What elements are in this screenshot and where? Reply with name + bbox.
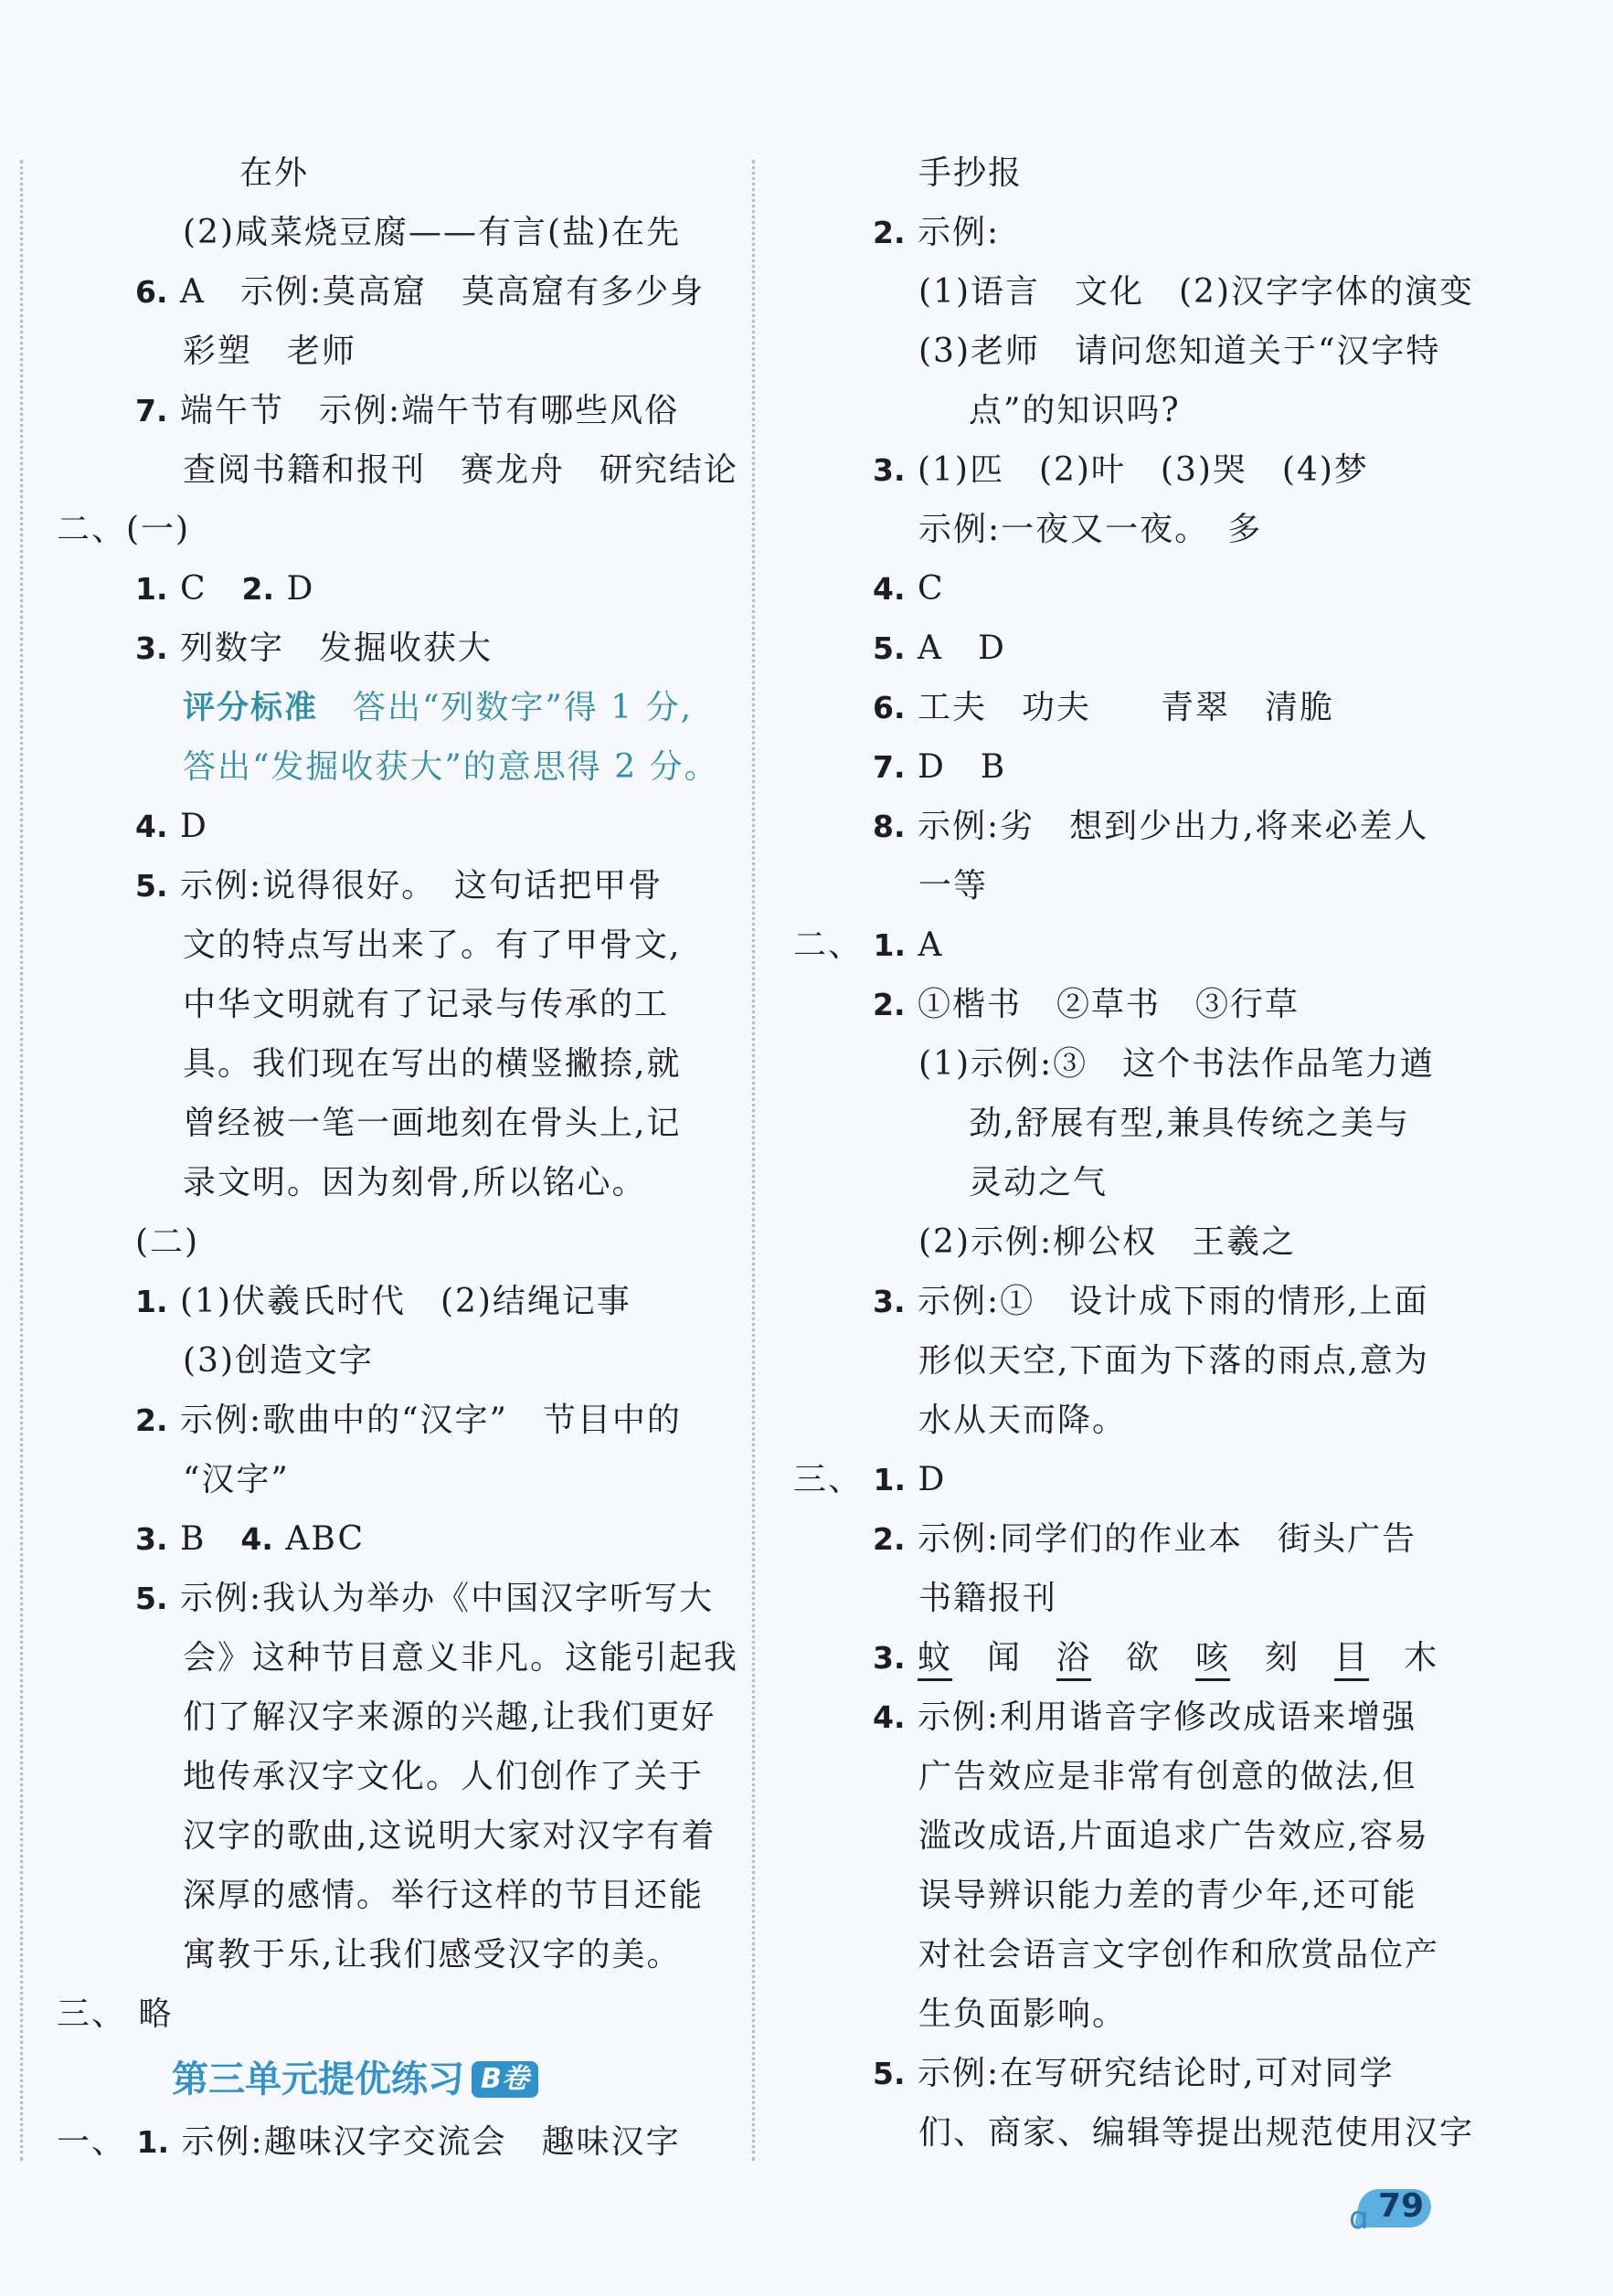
answer-text: 一等 bbox=[918, 867, 989, 905]
item-number: 3. bbox=[873, 1640, 906, 1676]
item-number: 1. bbox=[863, 927, 907, 963]
answer-text: D bbox=[906, 1461, 947, 1498]
answer-text: 地传承汉字文化。人们创作了关于 bbox=[183, 1758, 705, 1795]
answer-text: 示例:一夜又一夜。 多 bbox=[918, 511, 1263, 548]
unit-title-text: 第三单元提优练习 bbox=[172, 2058, 464, 2100]
answer-text: 深厚的感情。举行这样的节目还能 bbox=[183, 1877, 705, 1914]
answer-text: 寓教于乐,让我们感受汉字的美。 bbox=[183, 1936, 682, 1973]
text-line bbox=[135, 1398, 682, 1444]
answer-text: 示例:我认为举办《中国汉字听写大 bbox=[167, 1580, 715, 1617]
item-number: 4. bbox=[240, 1521, 273, 1557]
item-number: 2. bbox=[135, 1402, 168, 1438]
text-line bbox=[135, 626, 493, 672]
answer-text: 闻 bbox=[951, 1639, 1056, 1677]
text-line bbox=[873, 448, 1369, 493]
answer-text: 点”的知识吗? bbox=[969, 392, 1181, 429]
item-number: 6. bbox=[873, 690, 906, 725]
text-line bbox=[873, 566, 945, 612]
answer-text: 会》这种节目意义非凡。这能引起我 bbox=[183, 1639, 739, 1677]
answer-text: C bbox=[905, 570, 945, 608]
text-line bbox=[57, 1992, 173, 2037]
text-line bbox=[183, 1457, 290, 1503]
item-number: 2. bbox=[873, 987, 906, 1022]
answer-text: 示例:同学们的作业本 街头广告 bbox=[905, 1520, 1417, 1558]
answer-text: 列数字 发掘收获大 bbox=[167, 630, 493, 667]
text-line bbox=[918, 1873, 1417, 1919]
item-number: 2. bbox=[241, 571, 274, 607]
text-line bbox=[918, 151, 1023, 196]
text-line bbox=[918, 2111, 1474, 2156]
text-line bbox=[918, 1220, 1296, 1265]
answer-text: 水从天而降。 bbox=[918, 1402, 1128, 1439]
text-line bbox=[873, 1517, 1417, 1562]
text-line bbox=[918, 1398, 1127, 1444]
answer-text: 蚊 bbox=[918, 1639, 952, 1681]
text-line bbox=[183, 923, 681, 968]
item-number: 1. bbox=[126, 2124, 170, 2160]
text-line bbox=[873, 1279, 1429, 1325]
answer-text: 木 bbox=[1369, 1639, 1439, 1677]
answer-text: D bbox=[274, 570, 315, 608]
answer-text: 答出“列数字”得 1 分, bbox=[318, 689, 694, 726]
text-line bbox=[183, 745, 719, 790]
text-line bbox=[183, 982, 669, 1028]
text-line bbox=[918, 863, 988, 909]
answer-text: 浴 bbox=[1056, 1639, 1091, 1681]
answer-text: (2)示例:柳公权 王羲之 bbox=[918, 1223, 1297, 1261]
answer-text: (一) bbox=[126, 511, 191, 548]
answer-text: 汉字的歌曲,这说明大家对汉字有着 bbox=[183, 1817, 716, 1855]
item-number: 5. bbox=[873, 630, 906, 666]
answer-text: (3)老师 请问您知道关于“汉字特 bbox=[918, 333, 1441, 370]
item-number: 4. bbox=[873, 571, 906, 607]
item-number: 5. bbox=[135, 1581, 168, 1616]
answer-text: D bbox=[167, 808, 208, 845]
text-line bbox=[135, 804, 208, 850]
text-line bbox=[183, 1635, 738, 1681]
text-line bbox=[918, 507, 1262, 553]
item-number: 3. bbox=[873, 452, 906, 488]
swirl-icon: ɑ bbox=[1349, 2200, 1369, 2237]
answer-text: 中华文明就有了记录与传承的工 bbox=[183, 986, 670, 1023]
answer-text: (1)语言 文化 (2)汉字字体的演变 bbox=[918, 273, 1474, 311]
answer-text: 查阅书籍和报刊 赛龙舟 研究结论 bbox=[183, 451, 739, 489]
text-line bbox=[918, 329, 1440, 375]
answer-text: 具。我们现在写出的横竖撇捺,就 bbox=[183, 1045, 682, 1083]
section-marker: 一、 bbox=[57, 2123, 127, 2161]
answer-text: 对社会语言文字创作和欣赏品位产 bbox=[918, 1936, 1440, 1973]
section-marker: 二、 bbox=[57, 511, 127, 548]
text-line bbox=[873, 982, 1300, 1028]
item-number: 7. bbox=[135, 393, 168, 429]
text-line bbox=[183, 1042, 681, 1087]
item-number: 2. bbox=[873, 1521, 906, 1557]
answer-text: (1)伏羲氏时代 (2)结绳记事 bbox=[167, 1283, 631, 1320]
text-line bbox=[135, 1220, 199, 1265]
answer-text: 答出“发掘收获大”的意思得 2 分。 bbox=[183, 748, 719, 786]
item-number: 8. bbox=[873, 809, 906, 844]
answer-text: (二) bbox=[135, 1223, 200, 1261]
answer-text: 手抄报 bbox=[918, 154, 1024, 192]
text-line bbox=[57, 507, 190, 553]
answer-text: “汉字” bbox=[183, 1461, 290, 1498]
left-margin-line bbox=[20, 160, 23, 2161]
text-line bbox=[183, 685, 693, 731]
text-line bbox=[183, 1873, 704, 1919]
text-line bbox=[969, 1101, 1410, 1147]
text-line bbox=[135, 1279, 631, 1325]
text-line bbox=[183, 1932, 681, 1978]
item-number: 1. bbox=[863, 1462, 907, 1497]
text-line bbox=[135, 270, 705, 315]
answer-text: 彩塑 老师 bbox=[183, 333, 357, 370]
text-line bbox=[135, 863, 663, 909]
item-number: 5. bbox=[135, 868, 168, 904]
answer-text: ①楷书 ②草书 ③行草 bbox=[905, 986, 1300, 1023]
text-line bbox=[873, 804, 1429, 850]
unit-title bbox=[172, 2054, 538, 2105]
answer-text: 们、商家、编辑等提出规范使用汉字 bbox=[918, 2114, 1475, 2152]
text-line bbox=[239, 151, 309, 196]
text-line bbox=[793, 923, 943, 968]
text-line bbox=[183, 1160, 646, 1206]
answer-text bbox=[906, 1639, 918, 1677]
answer-text: A 示例:莫高窟 莫高窟有多少身 bbox=[167, 273, 706, 311]
item-number: 3. bbox=[873, 1284, 906, 1319]
answer-text: 在外 bbox=[239, 154, 310, 192]
answer-text: 示例: bbox=[905, 214, 1001, 251]
text-line bbox=[873, 685, 1334, 731]
item-number: 4. bbox=[873, 1699, 906, 1735]
text-line bbox=[183, 1338, 374, 1384]
text-line bbox=[873, 210, 1000, 256]
answer-text: 略 bbox=[126, 1995, 174, 2033]
text-line bbox=[918, 1932, 1439, 1978]
text-line bbox=[918, 1338, 1429, 1384]
page-number: 79 bbox=[1378, 2187, 1425, 2225]
answer-text: 们了解汉字来源的兴趣,让我们更好 bbox=[183, 1698, 716, 1736]
answer-text: 误导辨识能力差的青少年,还可能 bbox=[918, 1877, 1417, 1914]
answer-text: (1)匹 (2)叶 (3)哭 (4)梦 bbox=[905, 451, 1369, 489]
answer-text: B bbox=[167, 1520, 241, 1558]
text-line bbox=[183, 1695, 716, 1741]
answer-text: (3)创造文字 bbox=[183, 1342, 374, 1380]
answer-text: C bbox=[167, 570, 242, 608]
answer-text: 目 bbox=[1334, 1639, 1369, 1681]
section-marker: 三、 bbox=[57, 1995, 127, 2033]
answer-text: 书籍报刊 bbox=[918, 1580, 1058, 1617]
answer-text: A D bbox=[905, 630, 1006, 667]
answer-text: 评分标准 bbox=[183, 690, 319, 726]
text-line bbox=[873, 1695, 1417, 1741]
text-line bbox=[969, 388, 1181, 434]
text-line bbox=[873, 2051, 1395, 2097]
answer-text: 示例:劣 想到少出力,将来必差人 bbox=[905, 808, 1429, 845]
text-line bbox=[183, 1754, 704, 1800]
answer-text: 录文明。因为刻骨,所以铭心。 bbox=[183, 1164, 647, 1201]
text-line bbox=[183, 1101, 681, 1147]
text-line bbox=[135, 1576, 714, 1622]
text-line bbox=[873, 745, 1006, 790]
answer-text: 滥改成语,片面追求广告效应,容易 bbox=[918, 1817, 1429, 1855]
section-marker: 三、 bbox=[793, 1461, 864, 1498]
answer-text: 曾经被一笔一画地刻在骨头上,记 bbox=[183, 1105, 682, 1142]
item-number: 2. bbox=[873, 215, 906, 250]
item-number: 5. bbox=[873, 2056, 906, 2091]
answer-text: A bbox=[906, 926, 944, 964]
text-line bbox=[793, 1457, 946, 1503]
item-number: 3. bbox=[135, 630, 168, 666]
answer-text: 灵动之气 bbox=[969, 1164, 1109, 1201]
answer-text: 欲 bbox=[1091, 1639, 1196, 1677]
answer-text: 示例:在写研究结论时,可对同学 bbox=[905, 2055, 1395, 2092]
text-line bbox=[135, 1517, 365, 1562]
section-marker: 二、 bbox=[793, 926, 864, 964]
page-number-badge bbox=[1349, 2184, 1442, 2237]
item-number: 6. bbox=[135, 274, 168, 310]
text-line bbox=[135, 388, 679, 434]
answer-text: 刻 bbox=[1230, 1639, 1335, 1677]
text-line bbox=[918, 1814, 1429, 1859]
item-number: 1. bbox=[135, 1284, 168, 1319]
text-line bbox=[183, 210, 681, 256]
answer-text: 工夫 功夫 青翠 清脆 bbox=[905, 689, 1334, 726]
item-number: 3. bbox=[135, 1521, 168, 1557]
answer-text: 示例:趣味汉字交流会 趣味汉字 bbox=[169, 2123, 681, 2161]
answer-text: 示例:说得很好。 这句话把甲骨 bbox=[167, 867, 663, 905]
text-line bbox=[918, 1576, 1057, 1622]
answer-text: ABC bbox=[272, 1520, 366, 1558]
text-line bbox=[918, 1992, 1127, 2037]
answer-text: (1)示例:③ 这个书法作品笔力遒 bbox=[918, 1045, 1436, 1083]
unit-badge: B卷 bbox=[472, 2061, 538, 2098]
column-divider bbox=[752, 160, 755, 2161]
text-line bbox=[183, 448, 738, 493]
item-number: 7. bbox=[873, 749, 906, 785]
text-line bbox=[918, 1754, 1417, 1800]
answer-text: 端午节 示例:端午节有哪些风俗 bbox=[167, 392, 680, 429]
answer-text: D B bbox=[905, 748, 1007, 786]
text-line bbox=[873, 1635, 1438, 1681]
answer-text: 示例:利用谐音字修改成语来增强 bbox=[905, 1698, 1417, 1736]
item-number: 4. bbox=[135, 809, 168, 844]
answer-text: 文的特点写出来了。有了甲骨文, bbox=[183, 926, 682, 964]
text-line bbox=[183, 1814, 716, 1859]
item-number: 1. bbox=[135, 571, 168, 607]
answer-text: 形似天空,下面为下落的雨点,意为 bbox=[918, 1342, 1429, 1380]
answer-text: 示例:歌曲中的“汉字” 节目中的 bbox=[167, 1402, 682, 1439]
text-line bbox=[918, 1042, 1435, 1087]
answer-text: 广告效应是非常有创意的做法,但 bbox=[918, 1758, 1417, 1795]
text-line bbox=[873, 626, 1006, 672]
answer-text: 示例:① 设计成下雨的情形,上面 bbox=[905, 1283, 1429, 1320]
answer-text: 咳 bbox=[1195, 1639, 1230, 1681]
text-line bbox=[183, 329, 356, 375]
answer-text: 劲,舒展有型,兼具传统之美与 bbox=[969, 1105, 1410, 1142]
text-line bbox=[918, 270, 1474, 315]
text-line bbox=[135, 566, 314, 612]
answer-text: (2)咸菜烧豆腐——有言(盐)在先 bbox=[183, 214, 682, 251]
text-line bbox=[57, 2120, 681, 2165]
text-line bbox=[969, 1160, 1108, 1206]
answer-text: 生负面影响。 bbox=[918, 1995, 1128, 2033]
